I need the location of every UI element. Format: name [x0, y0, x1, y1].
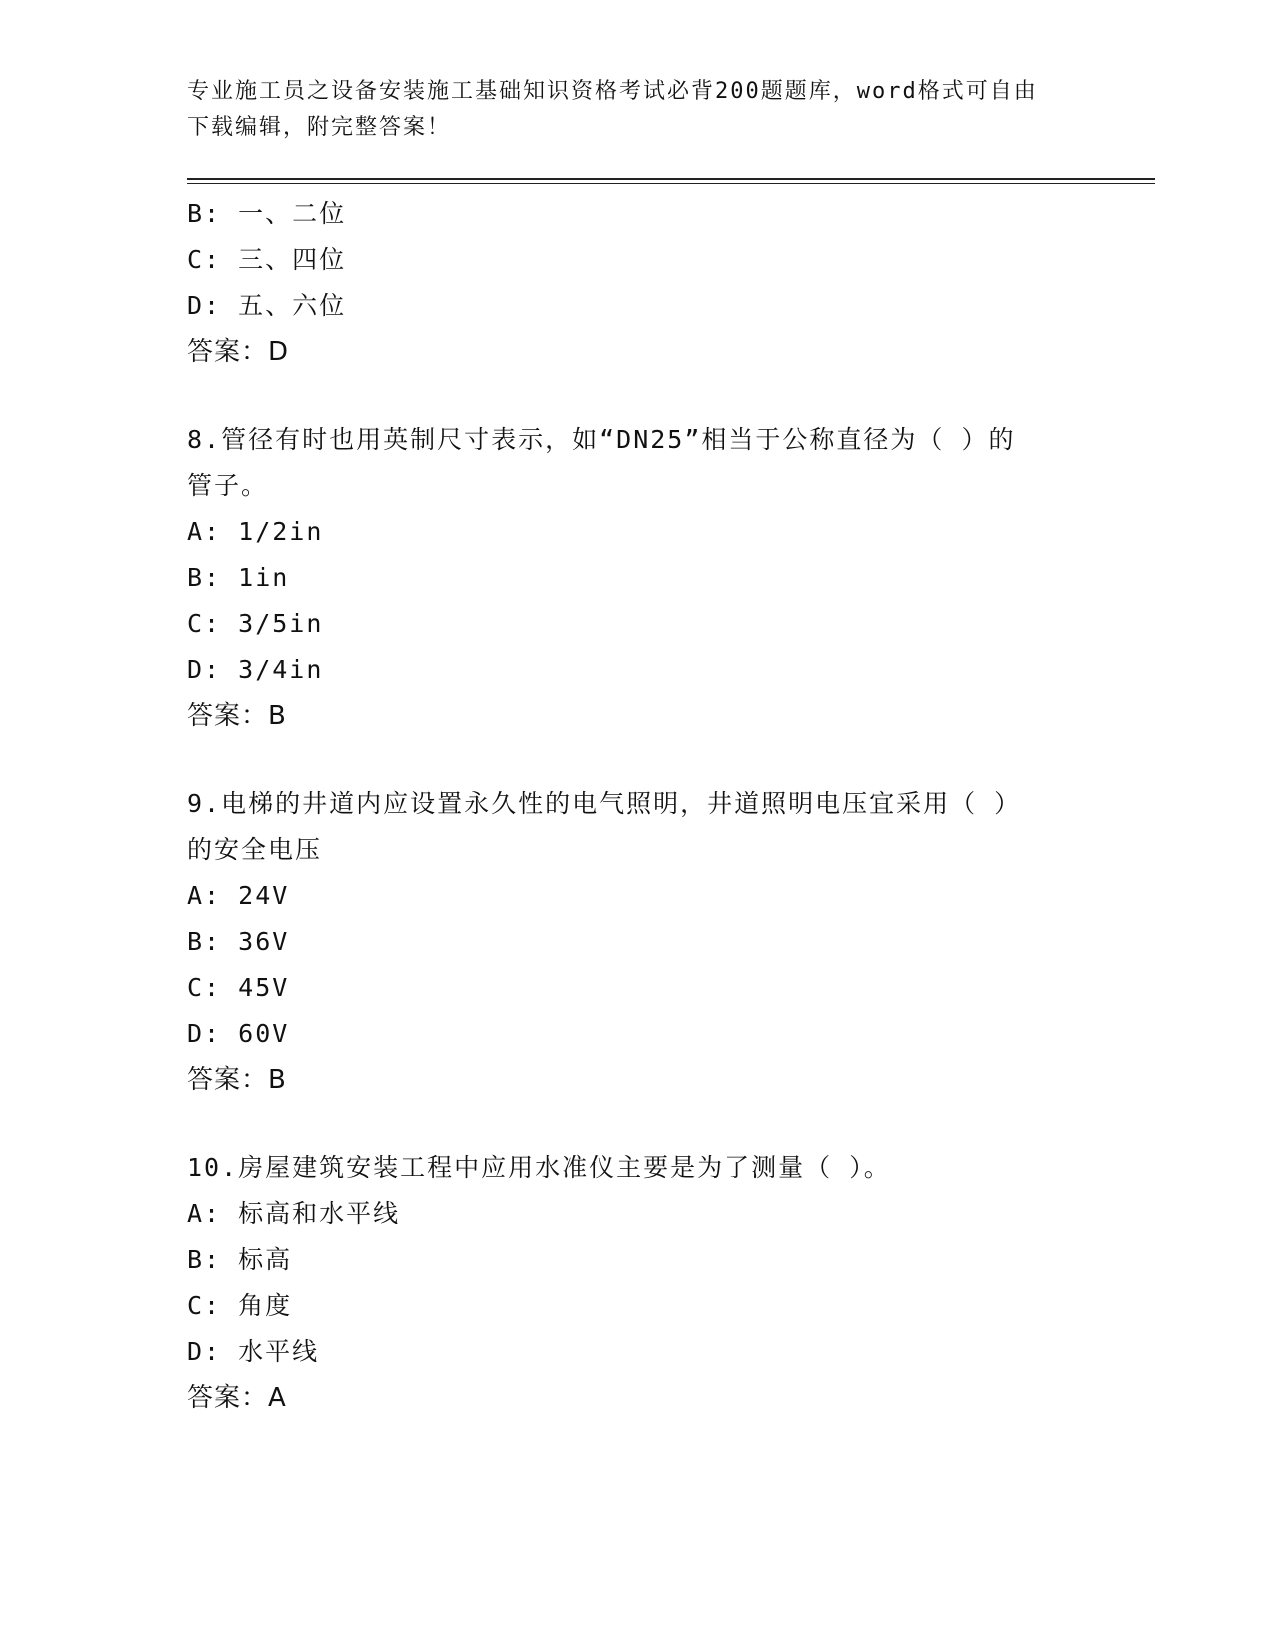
question-spacer — [187, 739, 1087, 781]
option-b: B: 36V — [187, 927, 290, 956]
question-9 — [187, 781, 1087, 1103]
option-c: C: 45V — [187, 973, 290, 1002]
question-text-line-1: 9.电梯的井道内应设置永久性的电气照明，井道照明电压宜采用（ ） — [187, 789, 1022, 818]
option-c: C: 3/5in — [187, 609, 324, 638]
option-a: A: 1/2in — [187, 517, 324, 546]
question-text-line-1: 10.房屋建筑安装工程中应用水准仪主要是为了测量（ ）。 — [187, 1153, 891, 1182]
option-d: D: 3/4in — [187, 655, 324, 684]
option-c: C: 三、四位 — [187, 245, 347, 274]
question-text-line-2: 管子。 — [187, 471, 269, 500]
header-divider-thick — [187, 178, 1155, 180]
question-spacer — [187, 375, 1087, 417]
question-8 — [187, 417, 1087, 739]
question-spacer — [187, 1103, 1087, 1145]
answer-label: 答案：B — [187, 1065, 287, 1095]
document-header — [187, 74, 1067, 146]
option-b: B: 标高 — [187, 1245, 293, 1274]
answer-label: 答案：A — [187, 1383, 287, 1413]
header-title-line-2: 下载编辑，附完整答案！ — [187, 115, 452, 140]
option-d: D: 60V — [187, 1019, 290, 1048]
option-b: B: 1in — [187, 563, 290, 592]
question-10 — [187, 1145, 1087, 1421]
question-7-continuation — [187, 191, 1087, 375]
answer-label: 答案：B — [187, 701, 287, 731]
question-list — [187, 191, 1087, 1421]
question-text-line-1: 8.管径有时也用英制尺寸表示，如“DN25”相当于公称直径为（ ）的 — [187, 425, 1016, 454]
header-divider-thin — [187, 183, 1155, 184]
option-d: D: 五、六位 — [187, 291, 347, 320]
option-b: B: 一、二位 — [187, 199, 347, 228]
option-a: A: 标高和水平线 — [187, 1199, 401, 1228]
option-a: A: 24V — [187, 881, 290, 910]
option-d: D: 水平线 — [187, 1337, 320, 1366]
question-text-line-2: 的安全电压 — [187, 835, 323, 864]
answer-label: 答案：D — [187, 337, 290, 367]
option-c: C: 角度 — [187, 1291, 293, 1320]
header-title-line-1: 专业施工员之设备安装施工基础知识资格考试必背200题题库，word格式可自由 — [187, 79, 1038, 104]
